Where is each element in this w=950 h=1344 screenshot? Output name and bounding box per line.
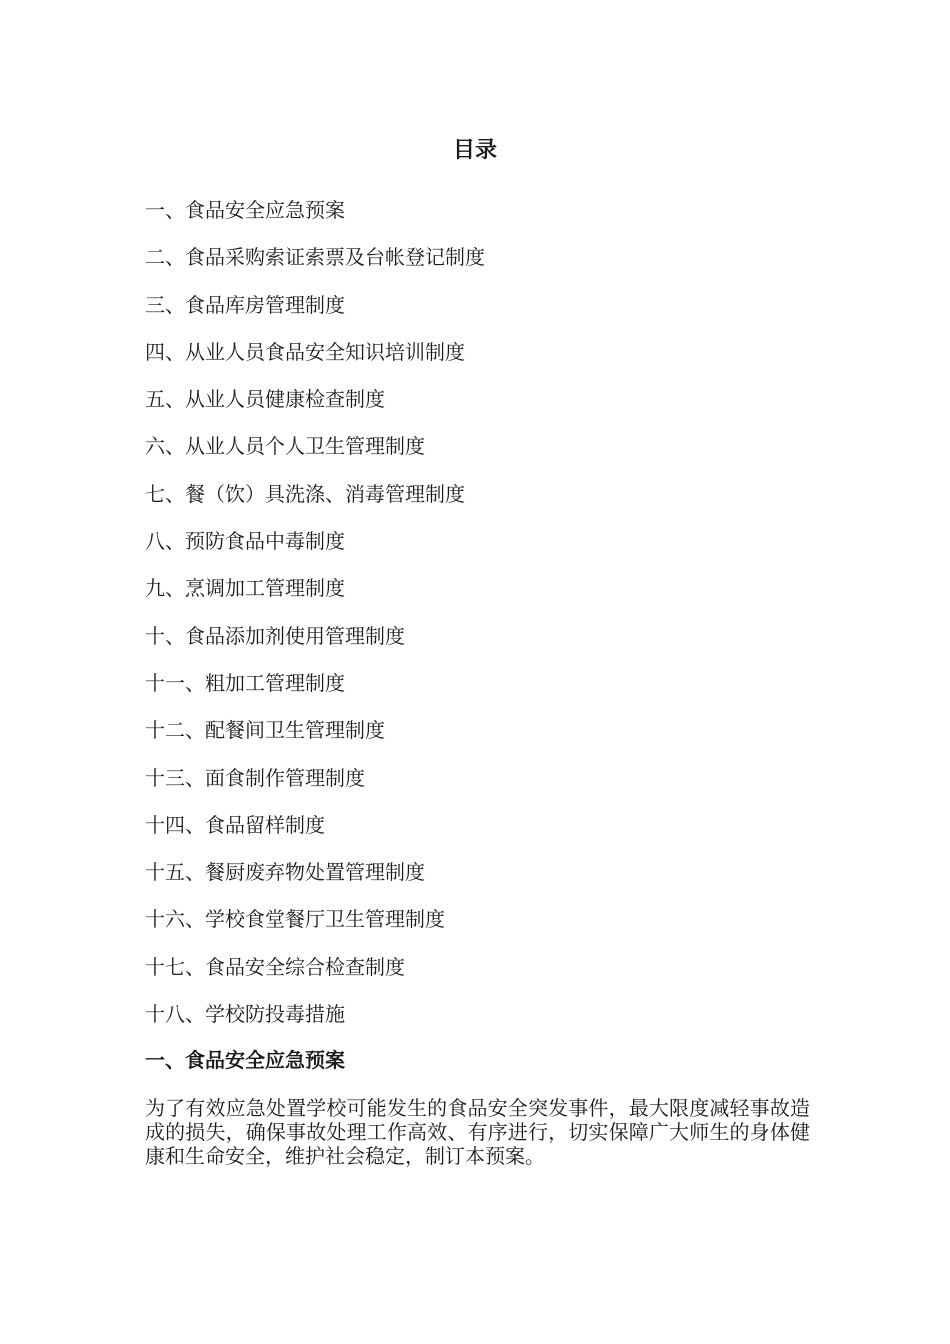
toc-item-17: 十七、食品安全综合检查制度: [145, 954, 405, 979]
toc-list: [145, 196, 825, 1047]
toc-title: 目录: [452, 138, 497, 163]
toc-item-7: 七、餐（饮）具洗涤、消毒管理制度: [145, 481, 465, 506]
toc-item-12: 十二、配餐间卫生管理制度: [145, 718, 385, 743]
toc-item-9: 九、烹调加工管理制度: [145, 576, 345, 601]
toc-item-11: 十一、粗加工管理制度: [145, 670, 345, 695]
toc-item-5: 五、从业人员健康检查制度: [145, 387, 385, 412]
toc-item-16: 十六、学校食堂餐厅卫生管理制度: [145, 907, 445, 932]
toc-item-6: 六、从业人员个人卫生管理制度: [145, 434, 425, 459]
toc-item-10: 十、食品添加剂使用管理制度: [145, 623, 405, 648]
toc-item-13: 十三、面食制作管理制度: [145, 765, 365, 790]
toc-item-1: 一、食品安全应急预案: [145, 198, 345, 222]
toc-item-18: 十八、学校防投毒措施: [145, 1002, 345, 1027]
toc-item-8: 八、预防食品中毒制度: [145, 529, 345, 554]
toc-item-3: 三、食品库房管理制度: [145, 292, 345, 317]
toc-item-14: 十四、食品留样制度: [145, 812, 325, 837]
toc-item-2: 二、食品采购索证索票及台帐登记制度: [145, 245, 485, 270]
toc-item-15: 十五、餐厨废弃物处置管理制度: [145, 860, 425, 885]
section-heading: 一、食品安全应急预案: [145, 1048, 345, 1072]
intro-paragraph: 为了有效应急处置学校可能发生的食品安全突发事件，最大限度减轻事故造成的损失，确保事故处理工作高效、有序进行，切实保障广大师生的身体健康和生命安全，维护社会稳定，制订本预案。: [145, 1096, 810, 1168]
toc-item-4: 四、从业人员食品安全知识培训制度: [145, 339, 465, 364]
